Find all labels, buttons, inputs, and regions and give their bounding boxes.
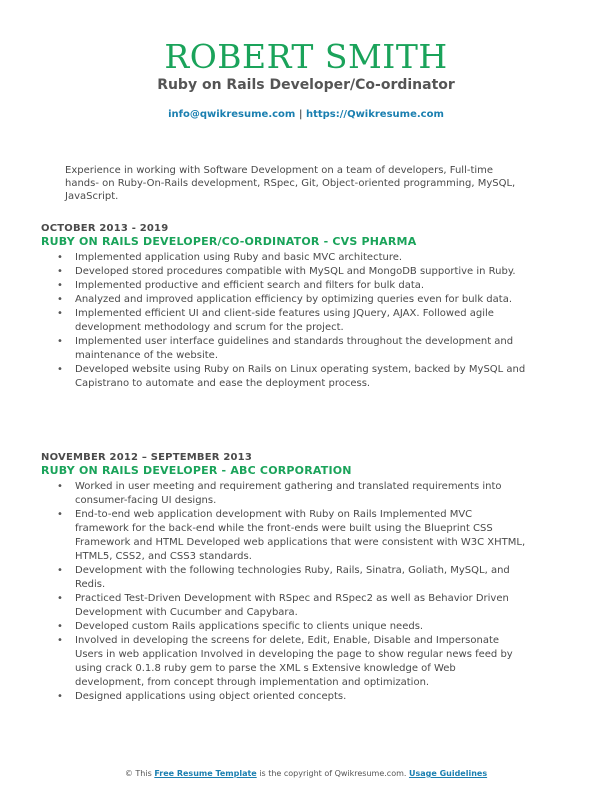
bullet-item: • Developed stored procedures compatible with MySQL and MongoDB supportive in Ruby. [75,265,527,279]
job-role: RUBY ON RAILS DEVELOPER/CO-ORDINATOR - CVS PHARMA [41,235,417,248]
bullet-item: • Developed custom Rails applications specific to clients unique needs. [75,620,527,634]
bullet-item: • Designed applications using object oriented concepts. [75,690,527,704]
job-role: RUBY ON RAILS DEVELOPER - ABC CORPORATION [41,464,352,477]
free-resume-template-link[interactable]: Free Resume Template [154,769,257,778]
job-bullets [41,251,541,391]
bullet-item: • Implemented application using Ruby and basic MVC architecture. [75,251,527,265]
bullet-item: • Developed website using Ruby on Rails on Linux operating system, backed by MySQL and Capistrano to automate and ease the deployment process. [75,363,527,391]
website-link[interactable]: https://Qwikresume.com [305,109,444,120]
job-section [41,223,541,391]
resume-header [0,38,612,121]
candidate-name: ROBERT SMITH [164,37,448,76]
job-dates: OCTOBER 2013 - 2019 [41,223,169,234]
bullet-item: • Practiced Test-Driven Development with RSpec and RSpec2 as well as Behavior Driven Development with Cucumber and Capybara. [75,592,527,620]
contact-separator: | [298,109,303,120]
bullet-item: • Implemented efficient UI and client-side features using JQuery, AJAX. Followed agile development methodology and scrum for the project. [75,307,527,335]
usage-guidelines-link[interactable]: Usage Guidelines [408,769,488,778]
bullet-item: • Analyzed and improved application efficiency by optimizing queries even for bulk data. [75,293,527,307]
summary-paragraph: Experience in working with Software Development on a team of developers, Full-time hands- on Ruby-On-Rails development, RSpec, Git, Object-oriented programming, MySQL, JavaScript. [65,165,516,202]
bullet-item: • Involved in developing the screens for delete, Edit, Enable, Disable and Impersonate Users in web application Involved in developing the page to show regular news feed by using crack 0.1.8 ruby gem to parse the XML s Extensive knowledge of Web development, from concept through implementation and optimization. [75,634,527,690]
bullet-item: • Worked in user meeting and requirement gathering and translated requirements into consumer-facing UI designs. [75,480,527,508]
bullet-item: • Development with the following technologies Ruby, Rails, Sinatra, Goliath, MySQL, and Redis. [75,564,527,592]
job-section [41,452,541,704]
candidate-title: Ruby on Rails Developer/Co-ordinator [157,77,455,93]
footer [0,769,612,779]
bullet-item: • End-to-end web application development with Ruby on Rails Implemented MVC framework for the back-end while the front-ends were built using the Blueprint CSS Framework and HTML Developed web applications that were consistent with W3C XHTML, HTML5, CSS2, and CSS3 standards. [75,508,527,564]
job-bullets [41,480,541,704]
bullet-item: • Implemented productive and efficient search and filters for bulk data. [75,279,527,293]
footer-copyright-text: is the copyright of Qwikresume.com. [259,769,407,778]
contact-line [0,109,612,121]
email-link[interactable]: info@qwikresume.com [168,109,296,120]
bullet-item: • Implemented user interface guidelines and standards throughout the development and maintenance of the website. [75,335,527,363]
footer-prefix: © This [124,769,152,778]
job-dates: NOVEMBER 2012 – SEPTEMBER 2013 [41,452,252,463]
